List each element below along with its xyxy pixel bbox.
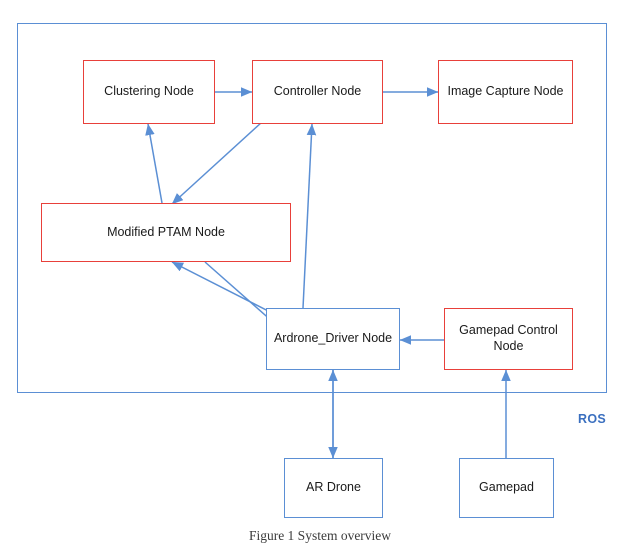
node-label: Ardrone_Driver Node bbox=[273, 331, 393, 346]
node-ar-drone[interactable] bbox=[284, 458, 383, 518]
node-ardrone-driver[interactable] bbox=[266, 308, 400, 370]
node-label: Controller Node bbox=[273, 84, 362, 99]
node-label: Gamepad bbox=[479, 480, 534, 495]
node-label: Image Capture Node bbox=[447, 84, 564, 99]
node-modified-ptam[interactable] bbox=[41, 203, 291, 262]
node-gamepad-control[interactable] bbox=[444, 308, 573, 370]
node-label: Clustering Node bbox=[104, 84, 194, 99]
node-controller[interactable] bbox=[252, 60, 383, 124]
node-label: Modified PTAM Node bbox=[107, 224, 225, 239]
node-gamepad[interactable] bbox=[459, 458, 554, 518]
node-label: AR Drone bbox=[306, 480, 361, 495]
figure-caption: Figure 1 System overview bbox=[248, 528, 392, 543]
node-label: Gamepad Control Node bbox=[459, 323, 558, 353]
ros-label: ROS bbox=[578, 412, 606, 426]
node-image-capture[interactable] bbox=[438, 60, 573, 124]
node-clustering[interactable] bbox=[83, 60, 215, 124]
